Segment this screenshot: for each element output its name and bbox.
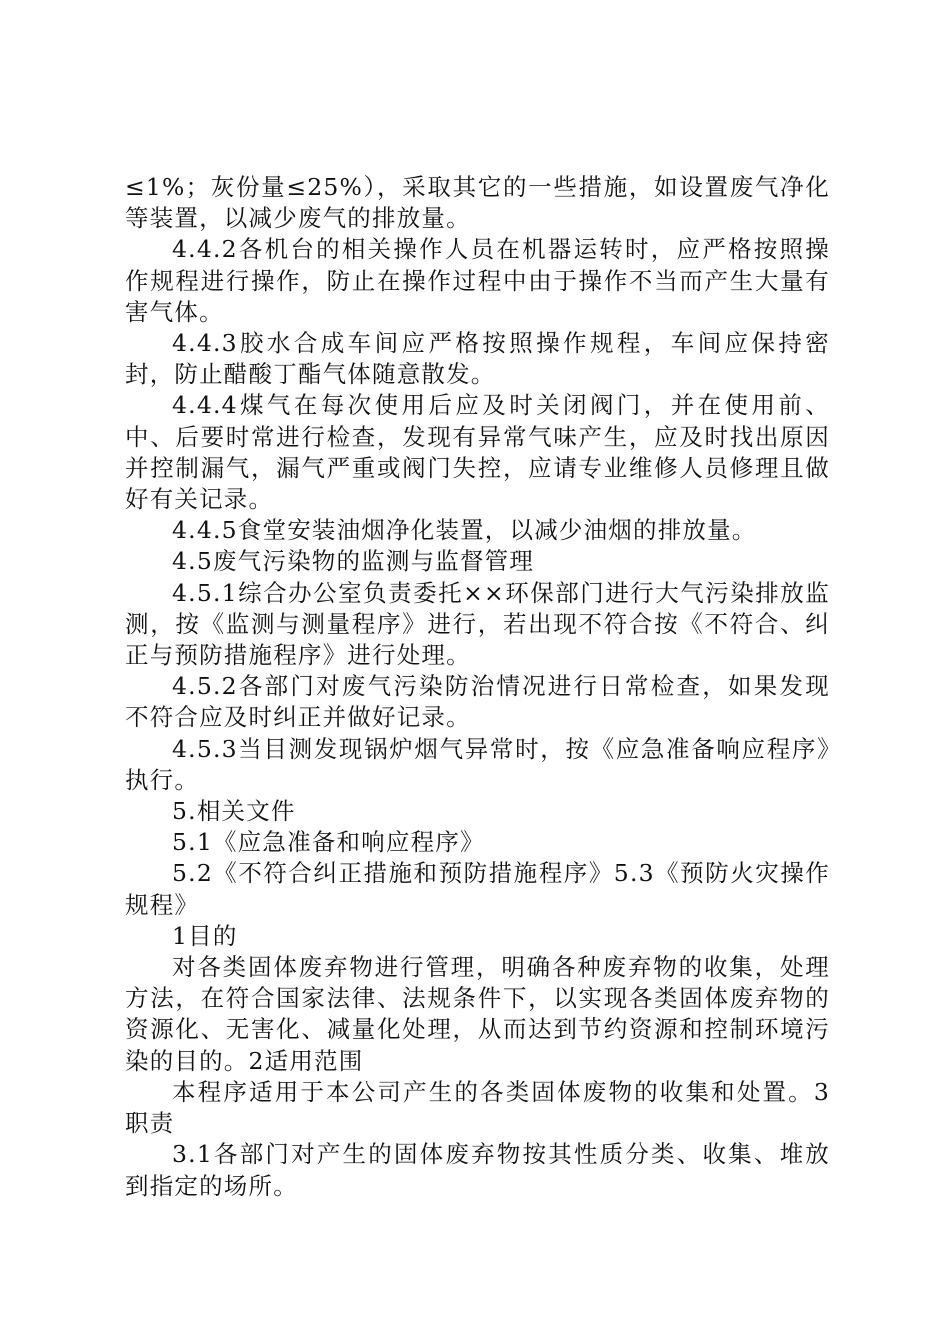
paragraph-4-5-3: 4.5.3当目测发现锅炉烟气异常时，按《应急准备响应程序》执行。 bbox=[125, 734, 830, 794]
paragraph-4-4-2: 4.4.2各机台的相关操作人员在机器运转时，应严格按照操作规程进行操作，防止在操作过程中由于操作不当而产生大量有害气体。 bbox=[125, 235, 830, 326]
paragraph-purpose: 对各类固体废弃物进行管理，明确各种废弃物的收集，处理方法，在符合国家法律、法规条件下，以实现各类固体废弃物的资源化、无害化、减量化处理，从而达到节约资源和控制环境污染的目的。2适用范围 bbox=[125, 953, 830, 1075]
paragraph-5-1: 5.1《应急准备和响应程序》 bbox=[172, 828, 485, 857]
heading-4-5: 4.5废气污染物的监测与监督管理 bbox=[172, 547, 535, 576]
paragraph-4-4-5: 4.4.5食堂安装油烟净化装置，以减少油烟的排放量。 bbox=[172, 516, 757, 545]
document-body bbox=[125, 172, 830, 1202]
paragraph-4-5-2: 4.5.2各部门对废气污染防治情况进行日常检查，如果发现不符合应及时纠正并做好记录。 bbox=[125, 672, 830, 732]
paragraph-4-4-4: 4.4.4煤气在每次使用后应及时关闭阀门，并在使用前、中、后要时常进行检查，发现有异常气味产生，应及时找出原因并控制漏气，漏气严重或阀门失控，应请专业维修人员修理且做好有关记录。 bbox=[125, 391, 830, 514]
paragraph-scope: 本程序适用于本公司产生的各类固体废物的收集和处置。3职责 bbox=[125, 1077, 830, 1138]
paragraph-continuation: ≤1%；灰份量≤25%），采取其它的一些措施，如设置废气净化等装置，以减少废气的排放量。 bbox=[125, 173, 830, 233]
paragraph-4-4-3: 4.4.3胶水合成车间应严格按照操作规程，车间应保持密封，防止醋酸丁酯气体随意散发。 bbox=[125, 329, 830, 389]
paragraph-4-5-1: 4.5.1综合办公室负责委托××环保部门进行大气污染排放监测，按《监测与测量程序》进行，若出现不符合按《不符合、纠正与预防措施程序》进行处理。 bbox=[125, 578, 830, 670]
paragraph-3-1: 3.1各部门对产生的固体废弃物按其性质分类、收集、堆放到指定的场所。 bbox=[125, 1140, 830, 1200]
heading-purpose: 1目的 bbox=[172, 921, 238, 950]
heading-5: 5.相关文件 bbox=[172, 797, 296, 826]
paragraph-5-2: 5.2《不符合纠正措施和预防措施程序》5.3《预防火灾操作规程》 bbox=[125, 859, 830, 919]
